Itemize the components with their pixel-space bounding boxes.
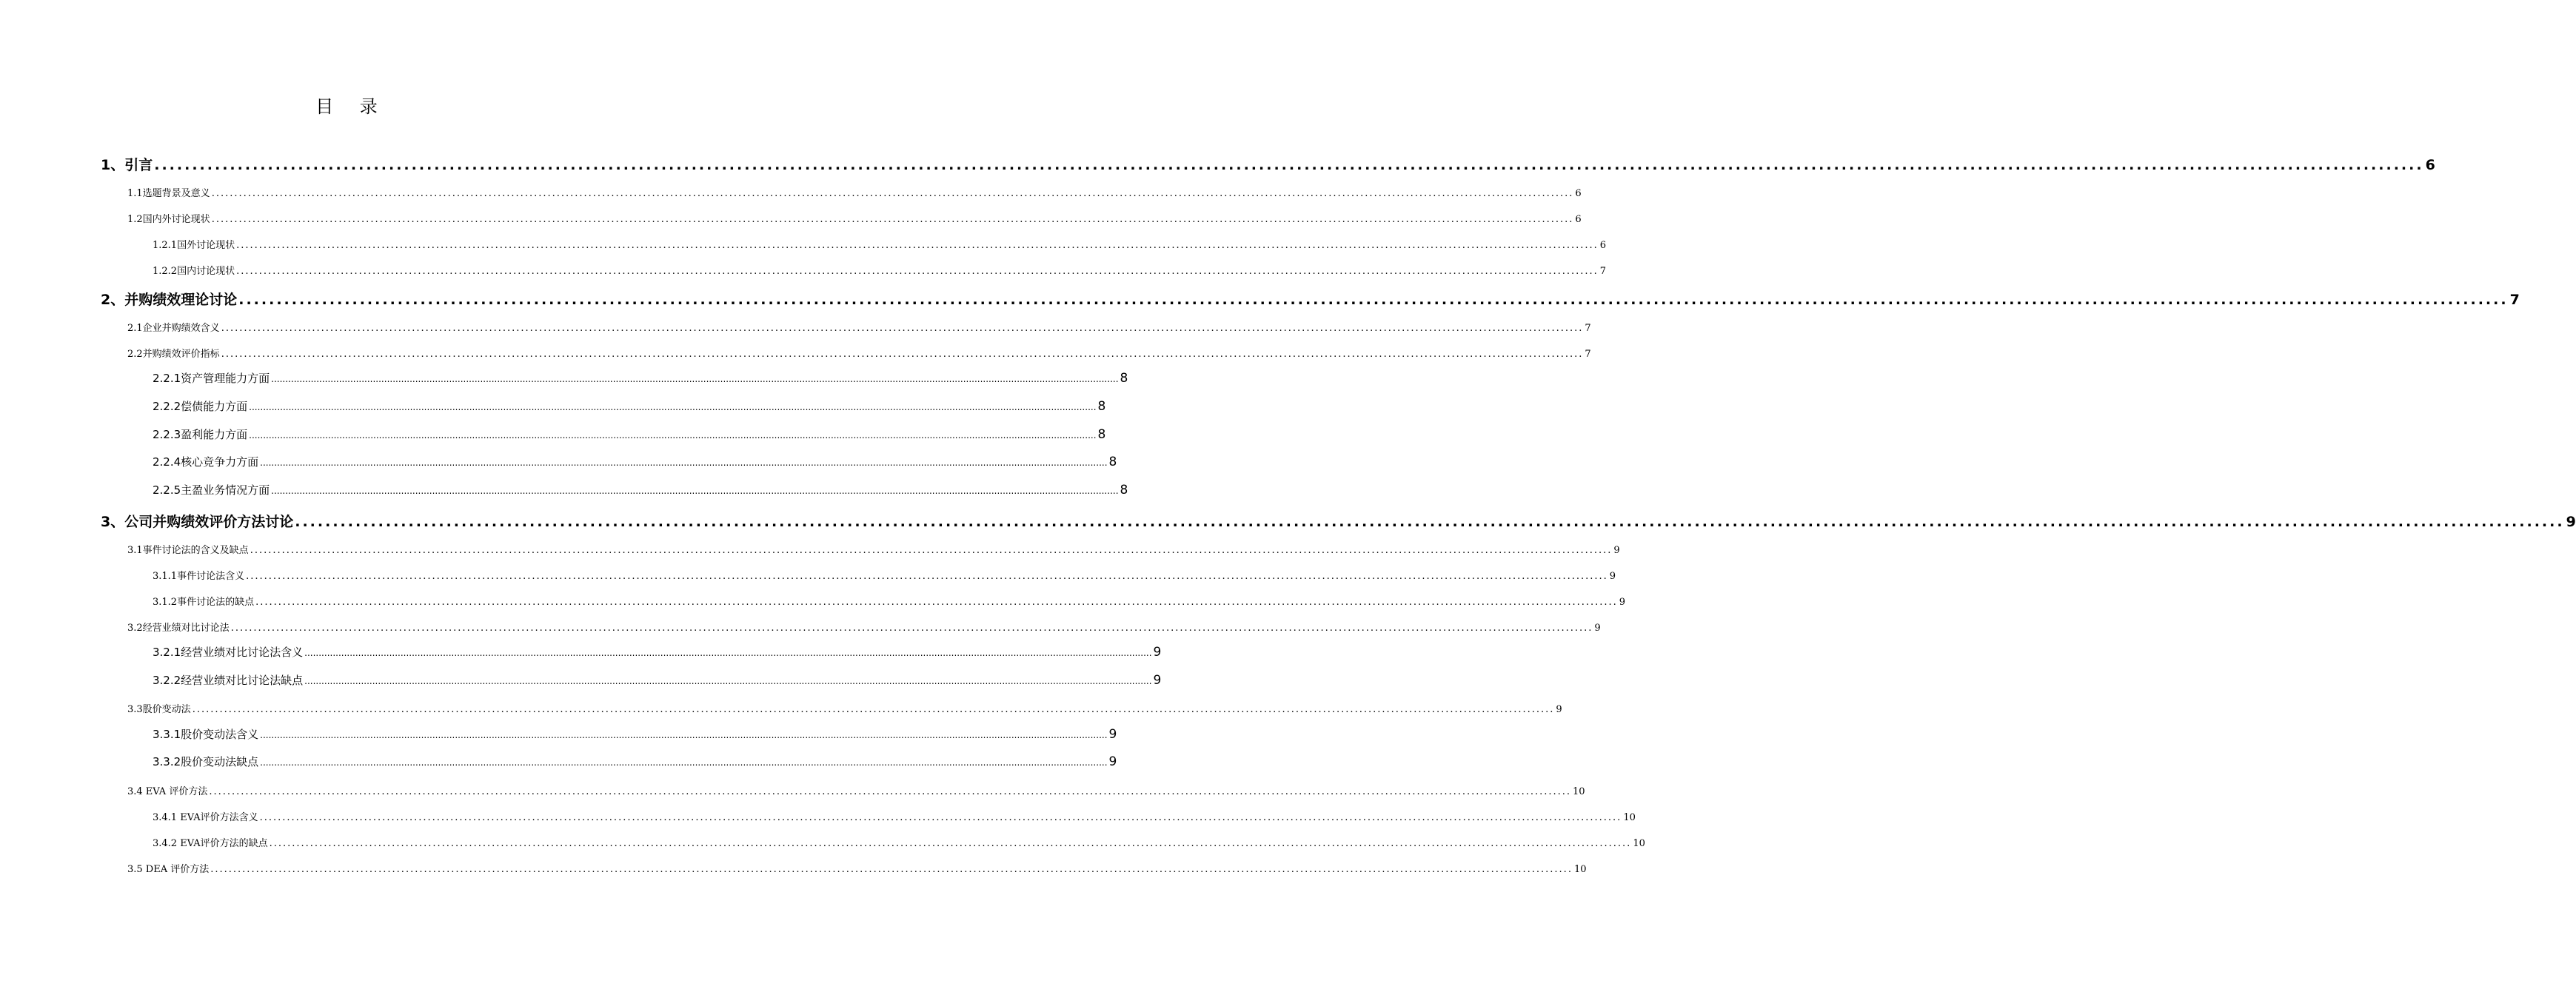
toc-entry-page: 9 [1153, 645, 1162, 660]
toc-entry-label: 3.4 EVA 评价方法 [127, 786, 208, 797]
toc-entry-label: 1.1选题背景及意义 [127, 188, 210, 199]
toc-entry-label: 3.1.1事件讨论法含义 [153, 571, 245, 582]
toc-entry-page: 7 [2509, 292, 2520, 308]
toc-leader: ............................................................................................................................................................................................................................................................................................................ [255, 597, 1618, 608]
toc-entry[interactable] [153, 237, 1607, 251]
toc-entry[interactable] [153, 644, 1162, 660]
toc-entry[interactable] [127, 211, 1582, 225]
toc-entry[interactable] [153, 426, 1106, 442]
toc-entry[interactable] [153, 263, 1607, 277]
toc-entry-page: 9 [2566, 514, 2576, 530]
toc-entry[interactable] [153, 568, 1616, 582]
toc-entry[interactable] [127, 185, 1582, 199]
toc-leader: ............................................................................................................................................................................................................................................................................................................ [260, 757, 1108, 768]
toc-entry[interactable] [101, 289, 2520, 309]
toc-leader: ............................................................................................................................................................................................................................................................................................................ [210, 864, 1573, 875]
toc-entry[interactable] [153, 398, 1106, 414]
toc-leader: ............................................................................................................................................................................................................................................................................................................ [295, 514, 2565, 530]
toc-entry-page: 8 [1097, 427, 1106, 442]
toc-leader: ............................................................................................................................................................................................................................................................................................................ [236, 240, 1599, 251]
toc-entry-page: 9 [1609, 571, 1616, 582]
toc-entry-page: 9 [1613, 545, 1620, 556]
toc-entry-label: 2.1企业并购绩效含义 [127, 323, 220, 334]
toc-entry-label: 1、引言 [101, 157, 153, 173]
toc-entry-page: 7 [1599, 266, 1607, 277]
toc-entry-page: 8 [1108, 455, 1117, 469]
toc-entry-page: 7 [1585, 323, 1591, 334]
toc-entry[interactable] [127, 542, 1620, 556]
toc-entry-label: 1.2.2国内讨论现状 [153, 266, 235, 277]
toc-entry-page: 9 [1153, 673, 1162, 688]
toc-entry-page: 9 [1556, 704, 1562, 715]
toc-entry-page: 10 [1573, 864, 1587, 875]
toc-leader: ............................................................................................................................................................................................................................................................................................................ [221, 349, 1584, 360]
toc-entry-page: 7 [1585, 349, 1591, 360]
toc-leader: ............................................................................................................................................................................................................................................................................................................ [269, 838, 1632, 849]
toc-entry-label: 3、公司并购绩效评价方法讨论 [101, 514, 294, 530]
toc-entry-label: 3.3.1股价变动法含义 [153, 728, 259, 741]
toc-entry-label: 2.2.3盈利能力方面 [153, 428, 248, 441]
toc-entry-label: 2.2.1资产管理能力方面 [153, 372, 270, 385]
toc-leader: ............................................................................................................................................................................................................................................................................................................ [211, 214, 1574, 225]
toc-leader: ............................................................................................................................................................................................................................................................................................................ [271, 486, 1119, 496]
toc-leader: ............................................................................................................................................................................................................................................................................................................ [211, 188, 1574, 199]
toc-entry-page: 9 [1108, 727, 1117, 742]
toc-leader: ............................................................................................................................................................................................................................................................................................................ [238, 292, 2509, 308]
toc-entry-label: 3.1.2事件讨论法的缺点 [153, 597, 255, 608]
toc-entry[interactable] [127, 783, 1585, 797]
toc-entry-label: 3.2.1经营业绩对比讨论法含义 [153, 646, 304, 659]
toc-entry-label: 2.2.5主盈业务情况方面 [153, 483, 270, 497]
toc-leader: ............................................................................................................................................................................................................................................................................................................ [221, 323, 1584, 334]
toc-entry-label: 3.3.2股价变动法缺点 [153, 755, 259, 768]
toc-entry-page: 9 [1619, 597, 1626, 608]
toc-entry-label: 3.5 DEA 评价方法 [127, 864, 210, 875]
toc-entry[interactable] [153, 754, 1117, 769]
toc-entry-page: 10 [1633, 838, 1645, 849]
toc-entry[interactable] [127, 320, 1591, 334]
toc-leader: ............................................................................................................................................................................................................................................................................................................ [249, 430, 1097, 440]
toc-leader: ............................................................................................................................................................................................................................................................................................................ [246, 571, 1608, 582]
toc-entry[interactable] [127, 701, 1562, 715]
toc-entry-page: 9 [1108, 754, 1117, 769]
toc-entry-label: 3.1事件讨论法的含义及缺点 [127, 545, 249, 556]
toc-leader: ............................................................................................................................................................................................................................................................................................................ [250, 545, 1613, 556]
toc-entry-label: 3.2.2经营业绩对比讨论法缺点 [153, 674, 304, 687]
toc-entry-label: 3.2经营业绩对比讨论法 [127, 623, 230, 634]
toc-entry-label: 2.2.2偿债能力方面 [153, 400, 248, 413]
toc-entry-page: 9 [1594, 623, 1601, 634]
toc-entry-label: 2.2并购绩效评价指标 [127, 349, 220, 360]
toc-leader: ............................................................................................................................................................................................................................................................................................................ [304, 648, 1152, 658]
toc-entry-page: 6 [1575, 188, 1582, 199]
toc-leader: ............................................................................................................................................................................................................................................................................................................ [230, 623, 1593, 634]
toc-leader: ............................................................................................................................................................................................................................................................................................................ [304, 676, 1152, 686]
toc-leader: ............................................................................................................................................................................................................................................................................................................ [260, 730, 1108, 740]
toc-entry-page: 8 [1097, 399, 1106, 414]
toc-entry[interactable] [101, 154, 2435, 174]
toc-entry-label: 1.2.1国外讨论现状 [153, 240, 235, 251]
toc-entry[interactable] [153, 672, 1162, 688]
toc-leader: ............................................................................................................................................................................................................................................................................................................ [271, 374, 1119, 384]
toc-title: 目 录 [315, 96, 388, 117]
toc-entry[interactable] [153, 809, 1636, 823]
toc-entry[interactable] [153, 726, 1117, 742]
toc-entry-page: 10 [1623, 812, 1636, 823]
toc-entry[interactable] [127, 620, 1601, 634]
toc-leader: ............................................................................................................................................................................................................................................................................................................ [192, 704, 1555, 715]
toc-leader: ............................................................................................................................................................................................................................................................................................................ [209, 786, 1572, 797]
toc-entry[interactable] [153, 835, 1645, 849]
toc-entry-page: 6 [1575, 214, 1582, 225]
toc-leader: ............................................................................................................................................................................................................................................................................................................ [259, 812, 1622, 823]
toc-entry-page: 10 [1573, 786, 1585, 797]
toc-entry-page: 6 [1599, 240, 1607, 251]
toc-entry[interactable] [101, 511, 2576, 531]
toc-leader: ............................................................................................................................................................................................................................................................................................................ [154, 157, 2424, 173]
toc-entry-page: 8 [1120, 371, 1128, 386]
toc-entry-label: 3.3股价变动法 [127, 704, 191, 715]
toc-entry-label: 2、并购绩效理论讨论 [101, 292, 238, 308]
toc-entry[interactable] [153, 594, 1626, 608]
toc-entry[interactable] [153, 454, 1117, 469]
toc-entry-label: 3.4.1 EVA评价方法含义 [153, 812, 258, 823]
toc-entry[interactable] [127, 861, 1587, 875]
toc-entry-label: 3.4.2 EVA评价方法的缺点 [153, 838, 268, 849]
toc-entry-label: 2.2.4核心竞争力方面 [153, 455, 259, 469]
toc-entry[interactable] [127, 346, 1591, 360]
toc-leader: ............................................................................................................................................................................................................................................................................................................ [249, 402, 1097, 412]
toc-entry-page: 6 [2425, 157, 2435, 173]
toc-entry[interactable] [153, 370, 1128, 386]
toc-leader: ............................................................................................................................................................................................................................................................................................................ [260, 458, 1108, 468]
toc-entry-label: 1.2国内外讨论现状 [127, 214, 210, 225]
toc-leader: ............................................................................................................................................................................................................................................................................................................ [236, 266, 1599, 277]
toc-entry[interactable] [153, 482, 1128, 498]
toc-entry-page: 8 [1120, 483, 1128, 498]
